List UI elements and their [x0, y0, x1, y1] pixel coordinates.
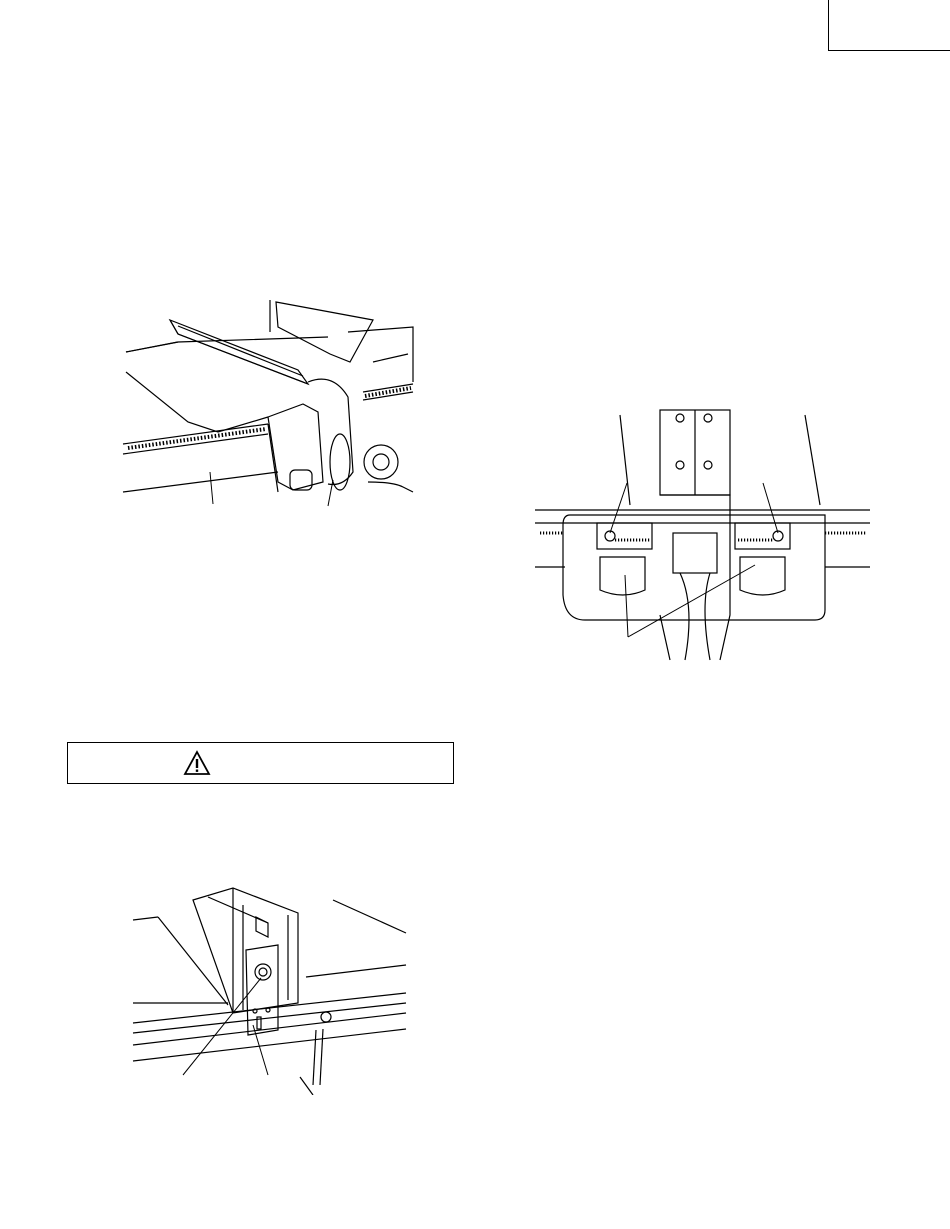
fence-front-adjustment-drawing	[535, 405, 870, 665]
figure-fence-front-adjustment	[535, 405, 870, 665]
page-number-tab	[828, 0, 950, 51]
warning-box	[67, 742, 454, 784]
warning-triangle-icon	[183, 750, 211, 776]
figure-fence-on-saw-table	[118, 292, 418, 512]
fence-rear-bolt-drawing	[128, 885, 413, 1095]
figure-fence-rear-bolt	[128, 885, 413, 1095]
fence-on-saw-table-drawing	[118, 292, 418, 512]
